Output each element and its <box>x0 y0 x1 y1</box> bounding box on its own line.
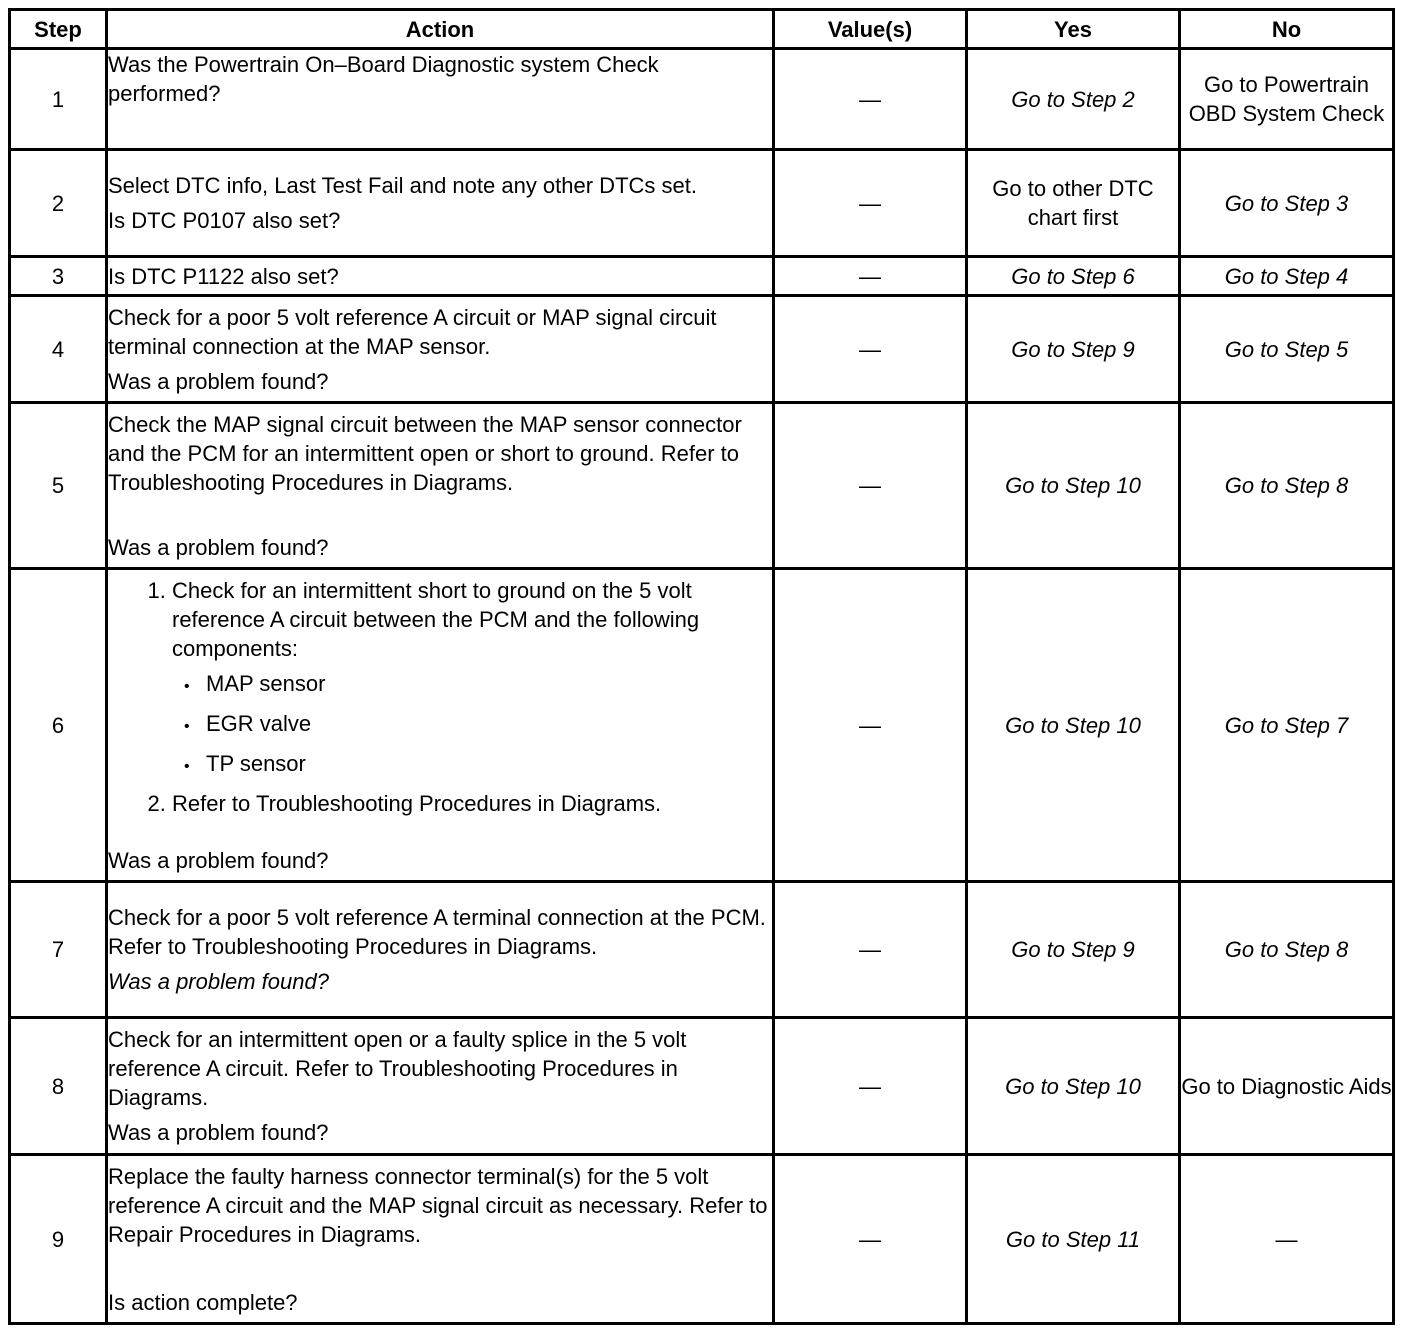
step-number: 7 <box>10 882 107 1018</box>
action-question: Was a problem found? <box>108 534 329 560</box>
no-cell: — <box>1180 1155 1394 1324</box>
value-cell: — <box>774 150 967 257</box>
no-cell: Go to Diagnostic Aids <box>1180 1018 1394 1155</box>
action-cell <box>107 296 774 403</box>
yes-cell: Go to Step 10 <box>967 403 1180 569</box>
action-cell <box>107 49 774 150</box>
action-question: Is DTC P0107 also set? <box>108 208 341 233</box>
substep-text: Refer to Troubleshooting Procedures in Diagrams. <box>172 790 662 816</box>
header-values: Value(s) <box>774 10 967 49</box>
no-cell: Go to Step 8 <box>1180 882 1394 1018</box>
component-item: • MAP sensor <box>206 669 772 701</box>
action-text: Was the Powertrain On–Board Diagnostic system Check performed? <box>108 52 659 106</box>
yes-cell: Go to Step 9 <box>967 296 1180 403</box>
step-number: 4 <box>10 296 107 403</box>
component-list <box>172 669 772 781</box>
diagnostic-table <box>8 8 1395 1325</box>
step-number: 3 <box>10 257 107 296</box>
header-yes: Yes <box>967 10 1180 49</box>
action-question: Was a problem found? <box>108 969 329 994</box>
step-number: 9 <box>10 1155 107 1324</box>
action-cell <box>107 1155 774 1324</box>
step-number: 5 <box>10 403 107 569</box>
action-question: Was a problem found? <box>108 1120 329 1145</box>
value-cell: — <box>774 296 967 403</box>
component-item: • EGR valve <box>206 709 772 741</box>
yes-cell: Go to Step 11 <box>967 1155 1180 1324</box>
substep-text: Check for an intermittent short to ground on the 5 volt reference A circuit between the PCM and the following components: <box>172 577 700 661</box>
table-row <box>10 296 1394 403</box>
value-cell: — <box>774 569 967 882</box>
yes-cell: Go to other DTC chart first <box>967 150 1180 257</box>
value-cell: — <box>774 257 967 296</box>
table-row <box>10 1018 1394 1155</box>
table-row <box>10 569 1394 882</box>
table-row <box>10 882 1394 1018</box>
action-cell <box>107 569 774 882</box>
action-text: Select DTC info, Last Test Fail and note any other DTCs set. <box>108 173 697 198</box>
yes-cell: Go to Step 9 <box>967 882 1180 1018</box>
action-cell <box>107 882 774 1018</box>
table-row <box>10 1155 1394 1324</box>
no-cell: Go to Step 8 <box>1180 403 1394 569</box>
yes-cell: Go to Step 10 <box>967 569 1180 882</box>
yes-cell: Go to Step 10 <box>967 1018 1180 1155</box>
component-item: • TP sensor <box>206 749 772 781</box>
header-step: Step <box>10 10 107 49</box>
header-no: No <box>1180 10 1394 49</box>
action-question: Was a problem found? <box>108 847 329 873</box>
no-cell: Go to Step 7 <box>1180 569 1394 882</box>
value-cell: — <box>774 1018 967 1155</box>
no-cell: Go to Step 4 <box>1180 257 1394 296</box>
action-text: Check for a poor 5 volt reference A circuit or MAP signal circuit terminal connection at the MAP sensor. <box>108 304 717 359</box>
value-cell: — <box>774 403 967 569</box>
value-cell: — <box>774 49 967 150</box>
action-question: Is action complete? <box>108 1289 298 1315</box>
substep-list <box>108 576 772 818</box>
action-text: Check the MAP signal circuit between the MAP sensor connector and the PCM for an intermittent open or short to ground. Refer to Troubleshooting Procedures in Diagrams. <box>108 411 742 495</box>
action-cell <box>107 150 774 257</box>
no-cell: Go to Step 3 <box>1180 150 1394 257</box>
substep-item <box>172 789 772 818</box>
table-row <box>10 49 1394 150</box>
table-row <box>10 257 1394 296</box>
action-text: Replace the faulty harness connector terminal(s) for the 5 volt reference A circuit and the MAP signal circuit as necessary. Refer to Repair Procedures in Diagrams. <box>108 1163 768 1247</box>
yes-cell: Go to Step 2 <box>967 49 1180 150</box>
action-cell <box>107 1018 774 1155</box>
action-question: Was a problem found? <box>108 368 329 394</box>
no-cell: Go to Step 5 <box>1180 296 1394 403</box>
table-row <box>10 403 1394 569</box>
step-number: 6 <box>10 569 107 882</box>
value-cell: — <box>774 1155 967 1324</box>
action-text: Check for an intermittent open or a faulty splice in the 5 volt reference A circuit. Refer to Troubleshooting Procedures in Diagrams. <box>108 1027 687 1110</box>
table-row <box>10 150 1394 257</box>
action-text: Is DTC P1122 also set? <box>108 263 339 289</box>
step-number: 8 <box>10 1018 107 1155</box>
step-number: 2 <box>10 150 107 257</box>
header-action: Action <box>107 10 774 49</box>
value-cell: — <box>774 882 967 1018</box>
header-row <box>10 10 1394 49</box>
action-text: Check for a poor 5 volt reference A terminal connection at the PCM. Refer to Troubleshooting Procedures in Diagrams. <box>108 905 766 959</box>
action-cell <box>107 403 774 569</box>
action-cell <box>107 257 774 296</box>
yes-cell: Go to Step 6 <box>967 257 1180 296</box>
no-cell: Go to Powertrain OBD System Check <box>1180 49 1394 150</box>
substep-item <box>172 576 772 781</box>
step-number: 1 <box>10 49 107 150</box>
